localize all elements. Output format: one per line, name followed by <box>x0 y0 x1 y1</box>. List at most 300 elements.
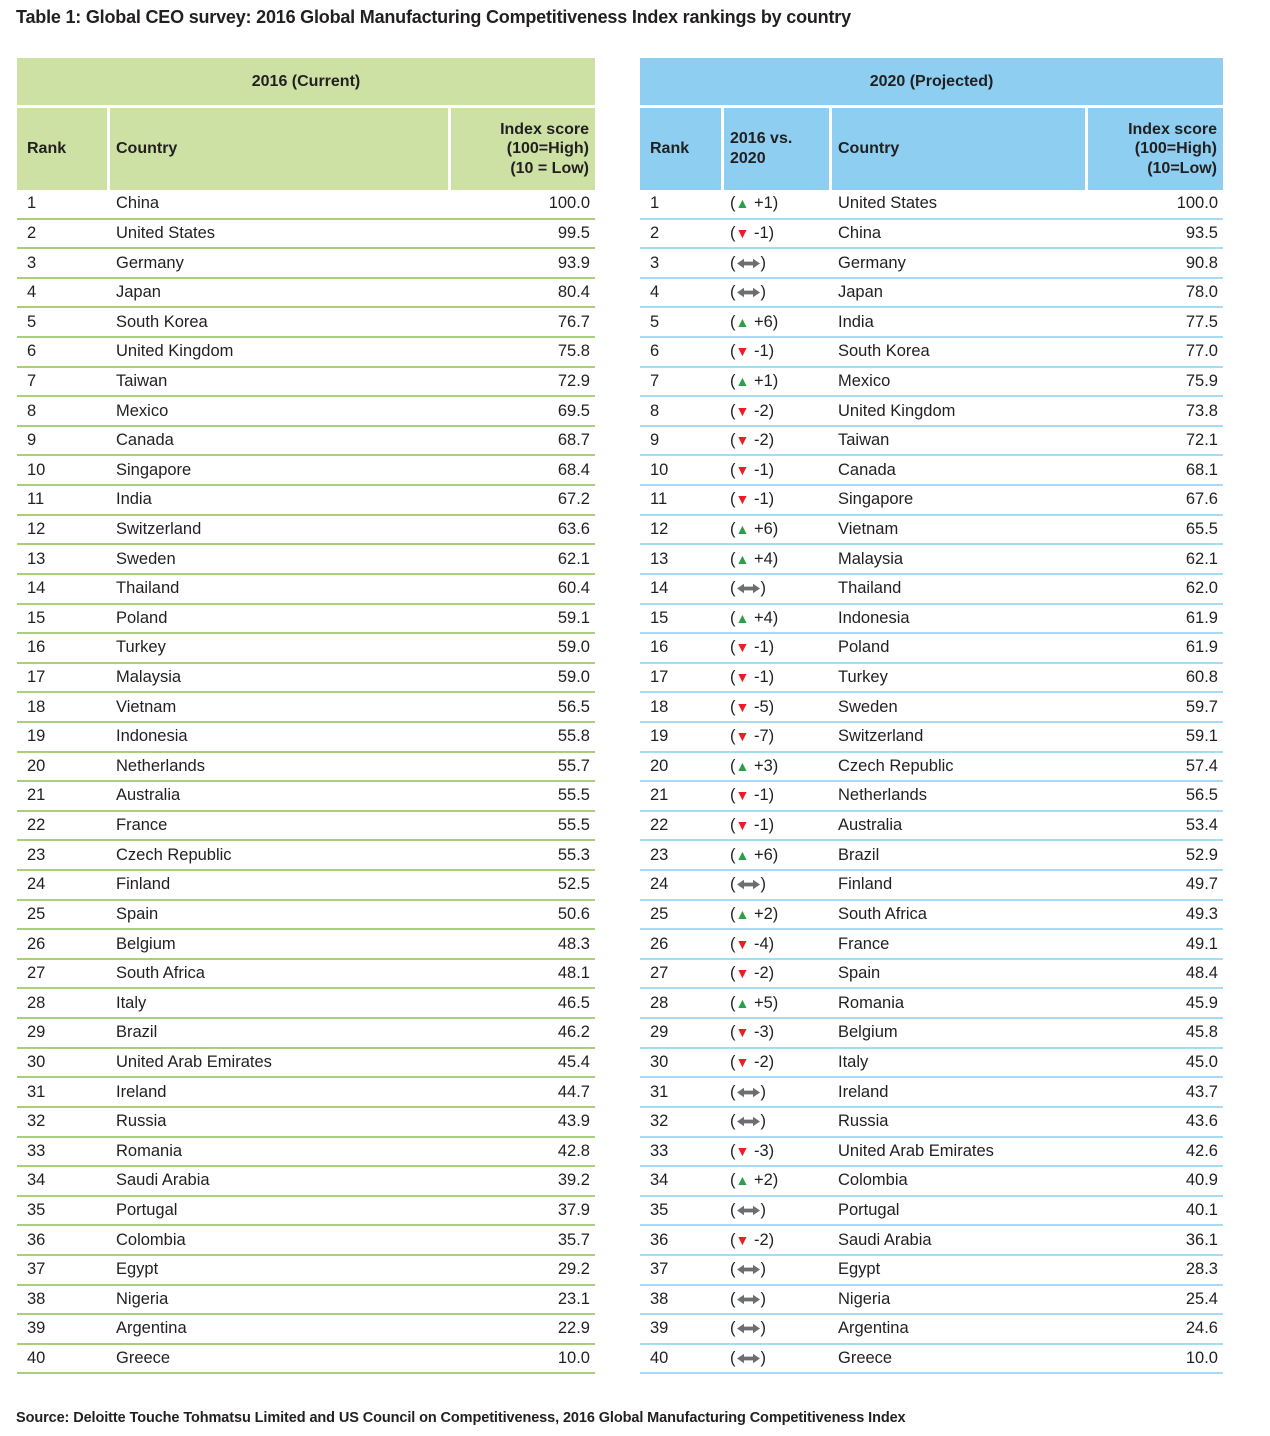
country-cell: Saudi Arabia <box>838 1230 932 1249</box>
rank-up-icon: ▲ <box>735 846 750 863</box>
change-cell: (▲ +6) <box>730 845 779 864</box>
table-row <box>17 190 595 220</box>
table-row <box>640 782 1223 812</box>
rank-cell: 22 <box>27 816 46 835</box>
score-cell: 68.4 <box>557 460 590 479</box>
country-cell: Singapore <box>116 460 192 479</box>
table-row <box>17 1019 595 1049</box>
score-cell: 67.6 <box>1185 490 1218 509</box>
score-cell: 65.5 <box>1185 520 1218 538</box>
table-row <box>640 279 1223 309</box>
change-cell: (▼ -1) <box>730 223 775 242</box>
score-cell: 10.0 <box>1185 1349 1218 1368</box>
change-cell: (▼ -1) <box>730 490 775 509</box>
change-cell: ( ) <box>730 579 766 598</box>
score-cell: 77.5 <box>1185 312 1218 331</box>
rank-cell: 11 <box>650 490 668 509</box>
score-cell: 78.0 <box>1185 283 1218 302</box>
table-row <box>640 693 1223 723</box>
rank-down-icon: ▼ <box>735 787 750 804</box>
score-cell: 43.6 <box>1185 1112 1218 1131</box>
rank-up-icon: ▲ <box>735 521 750 537</box>
change-cell: (▼ -3) <box>730 1141 775 1160</box>
country-cell: Argentina <box>116 1319 187 1338</box>
table-row <box>17 782 595 812</box>
change-cell: ( ) <box>730 1201 766 1220</box>
score-header-line: (100=High) <box>506 140 589 158</box>
rank-down-icon: ▼ <box>735 1053 750 1070</box>
table-row <box>17 249 595 279</box>
country-cell: China <box>116 194 160 213</box>
country-cell: Thailand <box>116 579 180 598</box>
country-cell: Nigeria <box>838 1289 891 1308</box>
rank-cell: 39 <box>650 1319 669 1338</box>
rank-cell: 23 <box>27 845 46 864</box>
no-change-icon <box>737 1353 760 1364</box>
rank-cell: 5 <box>27 312 37 331</box>
table-row <box>17 308 595 338</box>
country-cell: Japan <box>116 283 161 302</box>
score-cell: 72.1 <box>1185 431 1218 450</box>
score-cell: 23.1 <box>557 1289 590 1308</box>
score-cell: 48.3 <box>557 934 590 953</box>
rank-cell: 37 <box>650 1260 669 1279</box>
rank-cell: 36 <box>650 1230 669 1249</box>
table-row <box>17 486 595 516</box>
rank-down-icon: ▼ <box>735 1231 750 1248</box>
table-row <box>640 249 1223 279</box>
country-cell: Brazil <box>116 1023 158 1042</box>
rank-cell: 4 <box>650 283 660 302</box>
score-cell: 24.6 <box>1185 1319 1218 1338</box>
country-cell: Malaysia <box>116 668 182 687</box>
change-cell: (▲ +1) <box>730 194 779 213</box>
country-cell: Turkey <box>838 668 888 687</box>
table-body <box>17 190 595 1374</box>
table-row <box>640 456 1223 486</box>
score-cell: 67.2 <box>557 490 590 509</box>
score-cell: 68.1 <box>1185 460 1218 479</box>
rank-down-icon: ▼ <box>735 491 750 508</box>
table-row <box>640 841 1223 871</box>
country-cell: Indonesia <box>116 727 188 746</box>
score-cell: 29.2 <box>557 1260 590 1279</box>
score-header-line: Index score <box>1128 120 1217 138</box>
rank-cell: 14 <box>650 579 669 598</box>
score-cell: 100.0 <box>548 194 590 213</box>
no-change-icon <box>737 1264 760 1275</box>
rank-cell: 21 <box>650 786 669 805</box>
rank-cell: 16 <box>27 638 46 657</box>
country-cell: Taiwan <box>116 371 168 390</box>
change-cell: (▲ +3) <box>730 756 779 775</box>
change-cell: ( ) <box>730 875 766 894</box>
country-cell: Italy <box>116 993 147 1012</box>
score-cell: 59.0 <box>557 668 590 687</box>
score-cell: 61.9 <box>1185 638 1218 657</box>
rank-cell: 12 <box>650 520 669 538</box>
table-row <box>640 1197 1223 1227</box>
table-row <box>640 871 1223 901</box>
country-cell: Spain <box>838 964 881 983</box>
rank-cell: 40 <box>650 1349 669 1368</box>
rank-down-icon: ▼ <box>735 1142 750 1159</box>
table-row <box>17 427 595 457</box>
table-row <box>640 1167 1223 1197</box>
score-cell: 49.1 <box>1185 934 1218 953</box>
table-row <box>640 901 1223 931</box>
table-row <box>640 308 1223 338</box>
table-row <box>17 605 595 635</box>
country-cell: Ireland <box>838 1082 889 1101</box>
table-row <box>640 1286 1223 1316</box>
table-row <box>17 753 595 783</box>
change-cell: (▼ -5) <box>730 697 775 716</box>
rank-cell: 33 <box>27 1141 46 1160</box>
score-header-line: (10=Low) <box>1147 159 1217 177</box>
table-row <box>640 1138 1223 1168</box>
country-cell: Egypt <box>838 1260 881 1279</box>
rank-cell: 24 <box>650 875 669 894</box>
score-cell: 45.9 <box>1185 993 1218 1012</box>
country-cell: Egypt <box>116 1260 159 1279</box>
score-cell: 55.3 <box>557 845 590 864</box>
table-row <box>640 634 1223 664</box>
country-cell: France <box>116 816 168 835</box>
score-cell: 35.7 <box>557 1230 590 1249</box>
score-cell: 80.4 <box>557 283 590 302</box>
rank-down-icon: ▼ <box>735 224 750 241</box>
score-cell: 68.7 <box>557 431 590 450</box>
country-cell: Czech Republic <box>838 756 954 775</box>
rank-cell: 14 <box>27 579 46 598</box>
table-row <box>640 1256 1223 1286</box>
score-cell: 53.4 <box>1185 816 1218 835</box>
country-cell: Belgium <box>838 1023 898 1042</box>
change-cell: ( ) <box>730 1112 766 1131</box>
rank-cell: 7 <box>27 371 37 390</box>
country-cell: South Africa <box>838 904 927 923</box>
rank-cell: 8 <box>27 401 37 420</box>
score-cell: 55.7 <box>557 756 590 775</box>
rank-up-icon: ▲ <box>735 372 750 389</box>
rank-cell: 12 <box>27 520 46 538</box>
rank-down-icon: ▼ <box>735 698 750 715</box>
page-title: Table 1: Global CEO survey: 2016 Global Manufacturing Competitiveness Index rankings by country <box>16 7 851 27</box>
country-cell: United Arab Emirates <box>838 1141 994 1160</box>
score-cell: 75.9 <box>1185 371 1218 390</box>
rank-cell: 26 <box>27 934 46 953</box>
score-cell: 72.9 <box>557 371 590 390</box>
rank-cell: 19 <box>27 727 46 746</box>
score-cell: 62.1 <box>557 549 590 568</box>
score-header-line: (10 = Low) <box>510 159 589 177</box>
change-cell: (▼ -4) <box>730 934 775 953</box>
rank-down-icon: ▼ <box>735 965 750 982</box>
rank-cell: 34 <box>27 1171 46 1190</box>
rank-down-icon: ▼ <box>735 343 750 360</box>
rank-down-icon: ▼ <box>735 1024 750 1041</box>
no-change-icon <box>737 1323 760 1334</box>
country-cell: Vietnam <box>116 697 177 716</box>
rank-cell: 34 <box>650 1171 669 1190</box>
table-row <box>640 1226 1223 1256</box>
rank-cell: 31 <box>650 1082 669 1101</box>
change-cell: (▼ -1) <box>730 816 775 835</box>
table-row <box>17 989 595 1019</box>
table-row <box>640 930 1223 960</box>
country-cell: Germany <box>838 253 906 272</box>
rank-cell: 30 <box>27 1052 46 1071</box>
country-cell: South Korea <box>116 312 208 331</box>
table-row <box>17 901 595 931</box>
country-cell: Argentina <box>838 1319 909 1338</box>
rank-down-icon: ▼ <box>735 639 750 656</box>
rank-cell: 27 <box>650 964 669 983</box>
score-cell: 52.9 <box>1185 845 1218 864</box>
change-cell: (▼ -7) <box>730 727 775 746</box>
country-cell: India <box>838 312 874 331</box>
change-cell: (▲ +5) <box>730 993 779 1012</box>
change-cell: (▲ +2) <box>730 1171 779 1190</box>
change-cell: (▼ -1) <box>730 668 775 687</box>
rank-cell: 4 <box>27 283 37 302</box>
rank-cell: 16 <box>650 638 669 657</box>
score-cell: 40.1 <box>1185 1201 1218 1220</box>
country-cell: Singapore <box>838 490 914 509</box>
score-cell: 76.7 <box>557 312 590 331</box>
table-row <box>640 723 1223 753</box>
score-cell: 90.8 <box>1185 253 1218 272</box>
score-cell: 48.1 <box>557 964 590 983</box>
change-cell: (▼ -1) <box>730 638 775 657</box>
no-change-icon <box>737 287 760 298</box>
rank-cell: 29 <box>27 1023 46 1042</box>
score-cell: 46.2 <box>557 1023 590 1042</box>
rank-header: Rank <box>17 108 110 190</box>
table-row <box>17 634 595 664</box>
score-cell: 48.4 <box>1185 964 1218 983</box>
rank-cell: 25 <box>27 904 46 923</box>
rank-cell: 6 <box>27 342 37 361</box>
rank-cell: 35 <box>650 1201 669 1220</box>
table-period-header-2016: 2016 (Current) <box>17 58 595 105</box>
country-cell: Mexico <box>116 401 169 420</box>
rank-cell: 20 <box>27 756 46 775</box>
rank-up-icon: ▲ <box>735 1172 750 1189</box>
score-cell: 45.8 <box>1185 1023 1218 1042</box>
table-row <box>640 427 1223 457</box>
table-row <box>17 723 595 753</box>
country-cell: France <box>838 934 890 953</box>
rank-cell: 1 <box>650 194 660 213</box>
no-change-icon <box>737 583 760 594</box>
score-cell: 63.6 <box>557 520 590 538</box>
rank-cell: 28 <box>27 993 46 1012</box>
table-row <box>17 279 595 309</box>
change-cell: (▲ +6) <box>730 520 779 538</box>
country-cell: Sweden <box>116 549 176 568</box>
rank-down-icon: ▼ <box>735 935 750 952</box>
change-cell: ( ) <box>730 1319 766 1338</box>
rank-cell: 35 <box>27 1201 46 1220</box>
rank-cell: 37 <box>27 1260 46 1279</box>
table-row <box>640 575 1223 605</box>
rank-up-icon: ▲ <box>735 195 750 212</box>
score-cell: 57.4 <box>1185 756 1218 775</box>
change-cell: ( ) <box>730 1082 766 1101</box>
score-header <box>451 108 595 190</box>
rank-cell: 3 <box>650 253 660 272</box>
table-row <box>640 1078 1223 1108</box>
rank-cell: 5 <box>650 312 660 331</box>
country-cell: Russia <box>116 1112 167 1131</box>
country-cell: Canada <box>838 460 896 479</box>
score-cell: 52.5 <box>557 875 590 894</box>
country-cell: Colombia <box>838 1171 908 1190</box>
country-cell: Greece <box>838 1349 893 1368</box>
rank-cell: 21 <box>27 786 46 805</box>
table-row <box>640 753 1223 783</box>
table-row <box>17 1226 595 1256</box>
rank-cell: 11 <box>27 490 45 509</box>
country-cell: Greece <box>116 1349 171 1368</box>
rank-cell: 36 <box>27 1230 46 1249</box>
change-cell: ( ) <box>730 1260 766 1279</box>
score-cell: 28.3 <box>1185 1260 1218 1279</box>
change-cell: (▲ +4) <box>730 608 779 627</box>
country-cell: Poland <box>116 608 168 627</box>
score-cell: 61.9 <box>1185 608 1218 627</box>
no-change-icon <box>737 879 760 890</box>
country-cell: Russia <box>838 1112 889 1131</box>
table-row <box>17 664 595 694</box>
table-row <box>17 812 595 842</box>
score-cell: 22.9 <box>557 1319 590 1338</box>
no-change-icon <box>737 1116 760 1127</box>
country-cell: United Kingdom <box>116 342 234 361</box>
score-cell: 56.5 <box>557 697 590 716</box>
change-cell: (▼ -2) <box>730 1230 775 1249</box>
rank-cell: 38 <box>27 1289 46 1308</box>
rank-cell: 10 <box>27 460 46 479</box>
table-period-header-2020: 2020 (Projected) <box>640 58 1223 105</box>
country-cell: Saudi Arabia <box>116 1171 210 1190</box>
country-cell: Germany <box>116 253 184 272</box>
country-cell: United States <box>116 223 216 242</box>
country-cell: Indonesia <box>838 608 910 627</box>
score-cell: 43.7 <box>1185 1082 1218 1101</box>
change-cell: (▼ -2) <box>730 1052 775 1071</box>
score-cell: 60.4 <box>557 579 590 598</box>
table-row <box>640 989 1223 1019</box>
score-cell: 25.4 <box>1185 1289 1218 1308</box>
table-row <box>640 338 1223 368</box>
rank-down-icon: ▼ <box>735 817 750 834</box>
score-cell: 99.5 <box>557 223 590 242</box>
table-row <box>17 1138 595 1168</box>
rank-cell: 13 <box>650 549 669 568</box>
table-row <box>640 960 1223 990</box>
table-row <box>640 1019 1223 1049</box>
rank-up-icon: ▲ <box>735 757 750 774</box>
change-cell: (▼ -1) <box>730 786 775 805</box>
country-cell: Colombia <box>116 1230 186 1249</box>
rank-cell: 22 <box>650 816 669 835</box>
country-cell: Australia <box>116 786 181 805</box>
country-cell: Vietnam <box>838 520 899 538</box>
country-cell: Switzerland <box>116 520 202 538</box>
table-row <box>17 693 595 723</box>
change-cell: (▼ -2) <box>730 964 775 983</box>
score-cell: 75.8 <box>557 342 590 361</box>
change-cell: ( ) <box>730 253 766 272</box>
table-row <box>17 1315 595 1345</box>
table-row <box>640 812 1223 842</box>
country-cell: Czech Republic <box>116 845 232 864</box>
table-body <box>640 190 1223 1374</box>
rank-cell: 6 <box>650 342 660 361</box>
country-cell: Turkey <box>116 638 166 657</box>
score-cell: 55.5 <box>557 786 590 805</box>
score-header-line: Index score <box>500 120 589 138</box>
table-row <box>17 1078 595 1108</box>
change-cell: (▼ -2) <box>730 401 775 420</box>
country-cell: Netherlands <box>116 756 205 775</box>
table-row <box>17 545 595 575</box>
rank-cell: 17 <box>27 668 46 687</box>
rank-cell: 20 <box>650 756 669 775</box>
rank-cell: 31 <box>27 1082 46 1101</box>
rank-up-icon: ▲ <box>735 994 750 1011</box>
country-cell: Ireland <box>116 1082 167 1101</box>
table-row <box>640 1049 1223 1079</box>
country-cell: Mexico <box>838 371 891 390</box>
table-row <box>17 930 595 960</box>
change-cell: ( ) <box>730 1289 766 1308</box>
rank-cell: 39 <box>27 1319 46 1338</box>
score-cell: 62.0 <box>1185 579 1218 598</box>
rank-cell: 2 <box>650 223 660 242</box>
change-cell: (▼ -3) <box>730 1023 775 1042</box>
rank-cell: 1 <box>27 194 37 213</box>
table-row <box>17 1167 595 1197</box>
table-row <box>17 841 595 871</box>
country-cell: Portugal <box>116 1201 178 1220</box>
country-cell: Brazil <box>838 845 880 864</box>
country-cell: South Africa <box>116 964 205 983</box>
score-cell: 62.1 <box>1185 549 1218 568</box>
table-row <box>17 1108 595 1138</box>
table-2016-current <box>17 58 595 1374</box>
country-cell: South Korea <box>838 342 930 361</box>
change-header: 2016 vs. 2020 <box>724 108 832 190</box>
table-row <box>640 664 1223 694</box>
country-cell: Finland <box>838 875 893 894</box>
score-cell: 44.7 <box>557 1082 590 1101</box>
score-cell: 42.8 <box>557 1141 590 1160</box>
country-cell: Portugal <box>838 1201 900 1220</box>
score-cell: 37.9 <box>557 1201 590 1220</box>
table-row <box>640 220 1223 250</box>
score-cell: 39.2 <box>557 1171 590 1190</box>
country-cell: Poland <box>838 638 890 657</box>
country-cell: Switzerland <box>838 727 924 746</box>
country-cell: Sweden <box>838 697 898 716</box>
score-cell: 73.8 <box>1185 401 1218 420</box>
rank-cell: 7 <box>650 371 660 390</box>
country-cell: Spain <box>116 904 159 923</box>
